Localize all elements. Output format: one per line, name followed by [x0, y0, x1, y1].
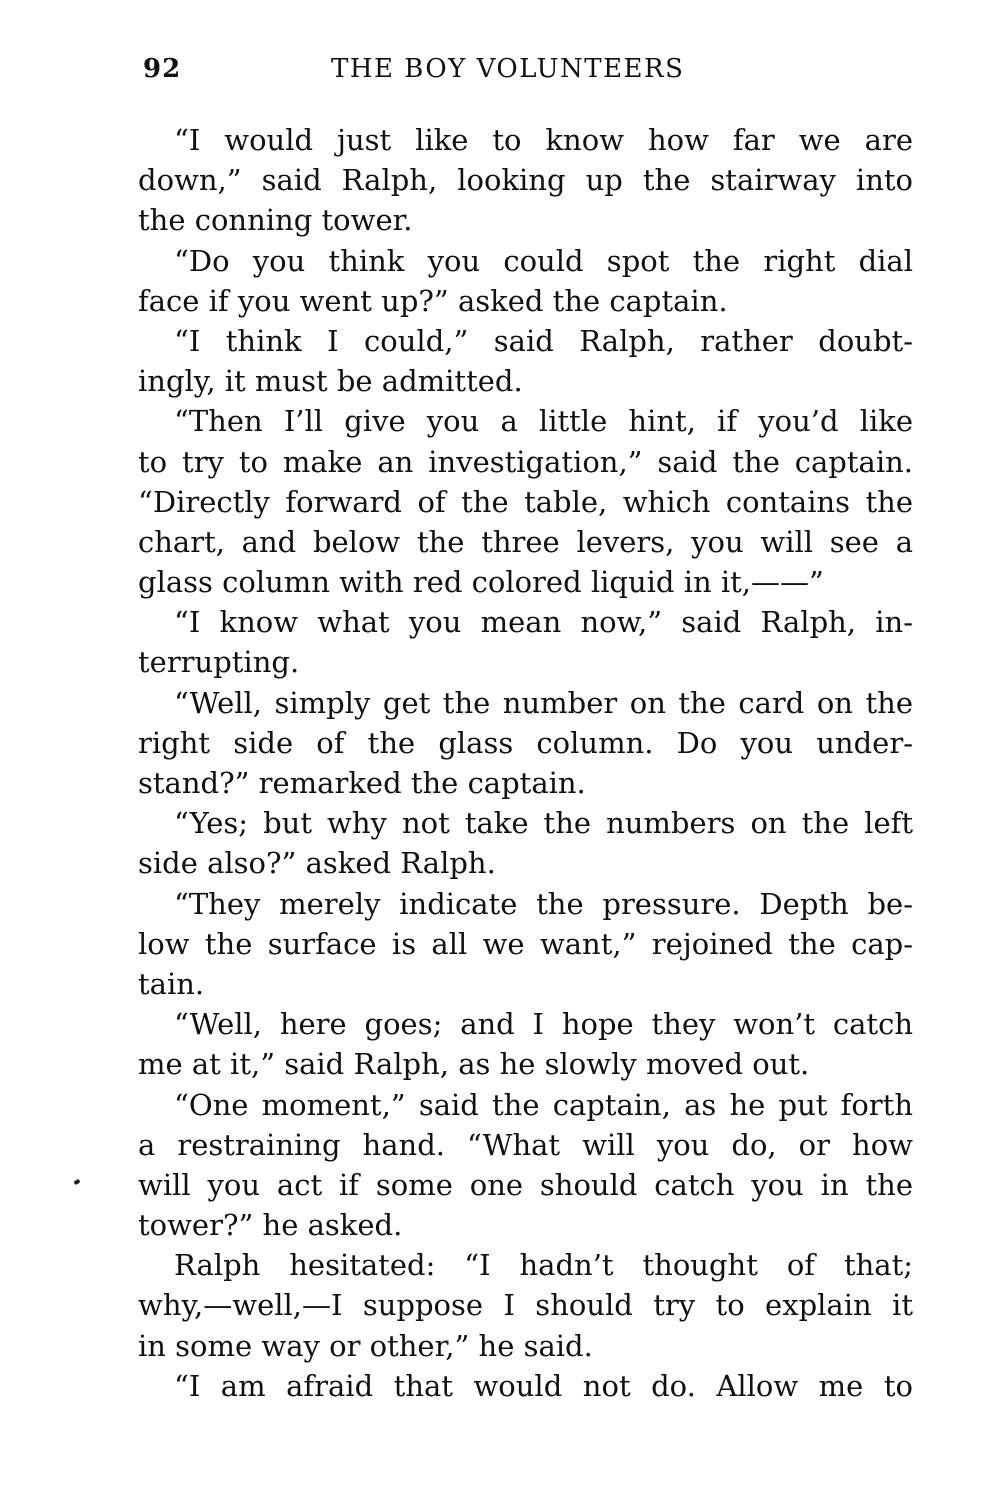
text-line: “Then I’ll give you a little hint, if you’d like: [174, 404, 913, 439]
text-line: “I would just like to know how far we are: [174, 123, 913, 157]
page-number: 92: [143, 54, 182, 84]
text-line: “One moment,” said the captain, as he put forth: [174, 1087, 913, 1122]
text-line: a restraining hand. “What will you do, or how: [138, 1127, 913, 1162]
text-line: tain.: [138, 966, 205, 1001]
text-line: tower?” he asked.: [138, 1208, 403, 1243]
body-text: [138, 120, 913, 1406]
page-header: [143, 54, 913, 94]
text-line: “I am afraid that would not do. Allow me to: [174, 1368, 913, 1403]
text-line: “Yes; but why not take the numbers on the left: [174, 806, 913, 841]
text-line: will you act if some one should catch you in the: [138, 1167, 913, 1202]
text-line: low the surface is all we want,” rejoined the cap-: [138, 926, 913, 961]
text-line: “Do you think you could spot the right dial: [174, 243, 913, 278]
text-line: me at it,” said Ralph, as he slowly moved out.: [138, 1047, 810, 1082]
text-line: “Well, simply get the number on the card on the: [174, 685, 913, 720]
text-line: why,—well,—I suppose I should try to explain it: [138, 1288, 913, 1323]
text-line: “They merely indicate the pressure. Depth be-: [174, 886, 913, 921]
running-head: THE BOY VOLUNTEERS: [331, 54, 685, 84]
text-line: terrupting.: [138, 645, 300, 680]
text-line: ingly, it must be admitted.: [138, 364, 523, 399]
text-line: right side of the glass column. Do you under-: [138, 725, 913, 760]
text-line: down,” said Ralph, looking up the stairway into: [138, 163, 913, 198]
text-line: to try to make an investigation,” said the captain.: [138, 444, 913, 479]
text-line: “I know what you mean now,” said Ralph, in-: [174, 605, 913, 640]
text-line: “Well, here goes; and I hope they won’t catch: [174, 1007, 913, 1042]
text-line: chart, and below the three levers, you will see a: [138, 524, 913, 559]
text-line: the conning tower.: [138, 203, 413, 238]
text-line: stand?” remarked the captain.: [138, 766, 586, 800]
text-line: in some way or other,” he said.: [138, 1328, 593, 1363]
text-line: glass column with red colored liquid in it,——”: [138, 565, 824, 600]
text-line: “Directly forward of the table, which contains the: [138, 484, 913, 519]
text-line: “I think I could,” said Ralph, rather doubt-: [174, 323, 913, 358]
text-line: face if you went up?” asked the captain.: [138, 283, 728, 318]
ink-speck: [73, 1179, 80, 1185]
text-line: side also?” asked Ralph.: [138, 846, 496, 881]
text-line: Ralph hesitated: “I hadn’t thought of that;: [174, 1248, 913, 1283]
